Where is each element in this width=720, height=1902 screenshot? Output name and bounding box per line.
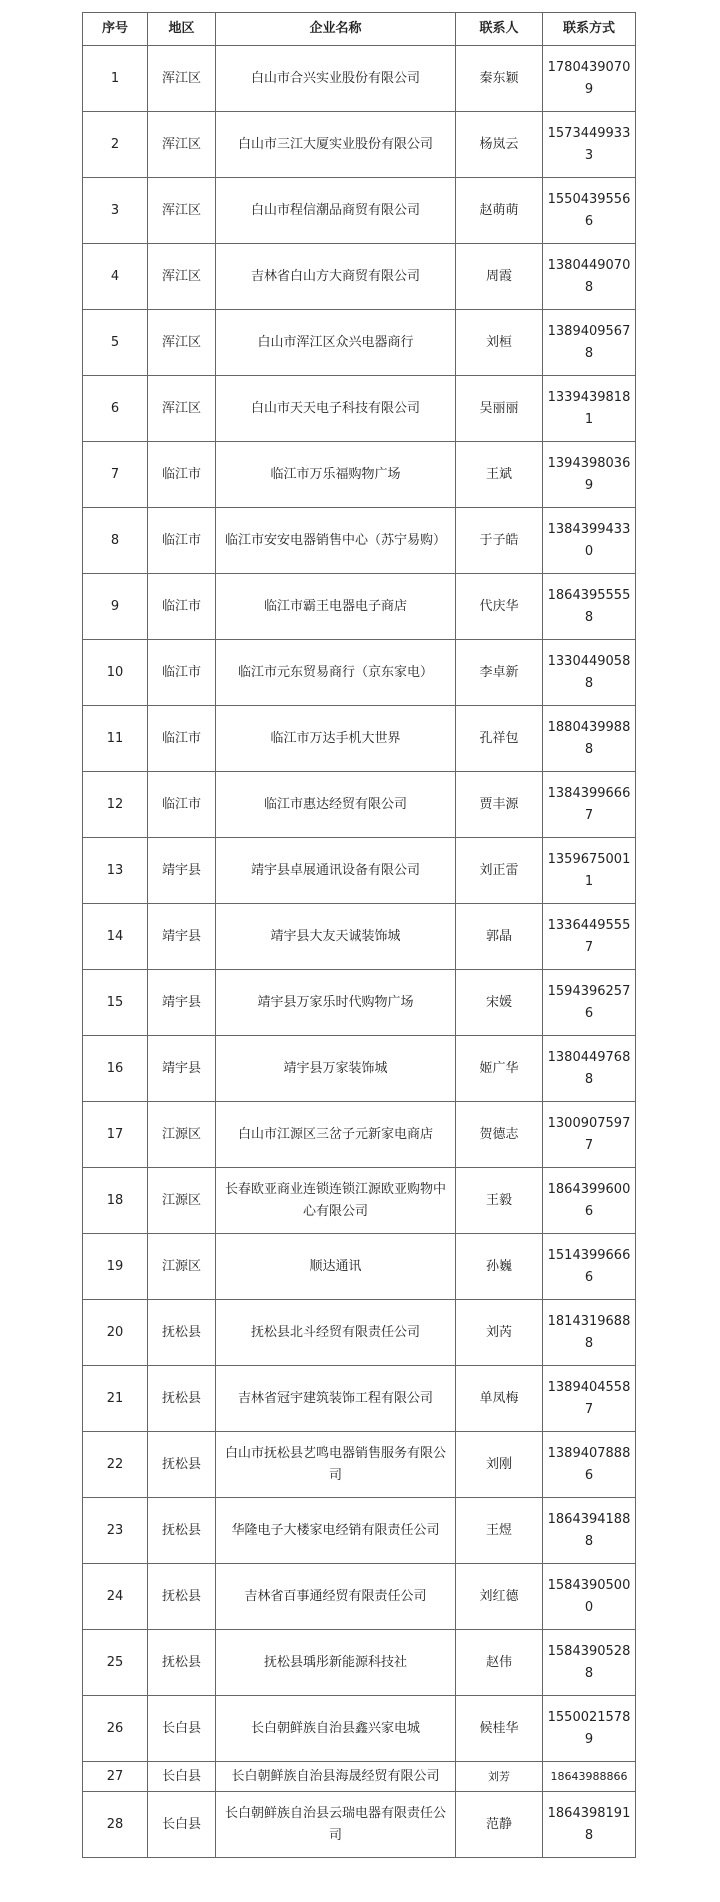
row-no: 2 — [83, 112, 148, 178]
row-phone: 18643941888 — [543, 1498, 636, 1564]
row-contact: 杨岚云 — [456, 112, 543, 178]
row-region: 江源区 — [148, 1234, 216, 1300]
row-no: 28 — [83, 1792, 148, 1858]
row-phone: 13894078886 — [543, 1432, 636, 1498]
table-row — [83, 1792, 636, 1858]
row-company: 吉林省百事通经贸有限责任公司 — [216, 1564, 456, 1630]
row-company: 白山市程信潮品商贸有限公司 — [216, 178, 456, 244]
table-row — [83, 1300, 636, 1366]
row-contact: 李卓新 — [456, 640, 543, 706]
row-phone: 13596750011 — [543, 838, 636, 904]
row-contact: 候桂华 — [456, 1696, 543, 1762]
header-region: 地区 — [148, 13, 216, 46]
row-no: 14 — [83, 904, 148, 970]
row-phone: 15143996666 — [543, 1234, 636, 1300]
row-phone: 18143196888 — [543, 1300, 636, 1366]
row-phone: 13364495557 — [543, 904, 636, 970]
row-phone: 17804390709 — [543, 46, 636, 112]
row-phone: 18643988866 — [543, 1762, 636, 1792]
row-contact: 王斌 — [456, 442, 543, 508]
row-contact: 王煜 — [456, 1498, 543, 1564]
row-no: 23 — [83, 1498, 148, 1564]
row-contact: 王毅 — [456, 1168, 543, 1234]
row-contact: 刘刚 — [456, 1432, 543, 1498]
row-company: 白山市天天电子科技有限公司 — [216, 376, 456, 442]
row-company: 靖宇县卓展通讯设备有限公司 — [216, 838, 456, 904]
row-region: 长白县 — [148, 1762, 216, 1792]
row-no: 5 — [83, 310, 148, 376]
row-phone: 13843994330 — [543, 508, 636, 574]
row-no: 7 — [83, 442, 148, 508]
row-company: 白山市合兴实业股份有限公司 — [216, 46, 456, 112]
row-phone: 18643955558 — [543, 574, 636, 640]
row-region: 抚松县 — [148, 1498, 216, 1564]
row-company: 临江市霸王电器电子商店 — [216, 574, 456, 640]
row-no: 20 — [83, 1300, 148, 1366]
row-region: 江源区 — [148, 1102, 216, 1168]
row-contact: 孙巍 — [456, 1234, 543, 1300]
table-row — [83, 376, 636, 442]
row-no: 27 — [83, 1762, 148, 1792]
row-phone: 18804399888 — [543, 706, 636, 772]
row-no: 17 — [83, 1102, 148, 1168]
row-contact: 刘桓 — [456, 310, 543, 376]
header-contact: 联系人 — [456, 13, 543, 46]
row-region: 临江市 — [148, 574, 216, 640]
row-contact: 赵萌萌 — [456, 178, 543, 244]
row-no: 25 — [83, 1630, 148, 1696]
row-contact: 刘红德 — [456, 1564, 543, 1630]
row-company: 长白朝鲜族自治县海晟经贸有限公司 — [216, 1762, 456, 1792]
row-phone: 13394398181 — [543, 376, 636, 442]
row-company: 长白朝鲜族自治县鑫兴家电城 — [216, 1696, 456, 1762]
row-no: 22 — [83, 1432, 148, 1498]
row-region: 浑江区 — [148, 112, 216, 178]
row-phone: 13843996667 — [543, 772, 636, 838]
row-no: 15 — [83, 970, 148, 1036]
table-row — [83, 1234, 636, 1300]
row-region: 浑江区 — [148, 310, 216, 376]
row-phone: 15504395566 — [543, 178, 636, 244]
table-row — [83, 112, 636, 178]
row-company: 顺达通讯 — [216, 1234, 456, 1300]
row-region: 抚松县 — [148, 1366, 216, 1432]
row-company: 抚松县瑀彤新能源科技社 — [216, 1630, 456, 1696]
row-no: 21 — [83, 1366, 148, 1432]
table-row — [83, 442, 636, 508]
row-region: 临江市 — [148, 508, 216, 574]
row-contact: 宋媛 — [456, 970, 543, 1036]
row-no: 16 — [83, 1036, 148, 1102]
merchant-table — [82, 12, 636, 1858]
table-row — [83, 1696, 636, 1762]
row-contact: 单凤梅 — [456, 1366, 543, 1432]
row-phone: 15734499333 — [543, 112, 636, 178]
row-no: 18 — [83, 1168, 148, 1234]
row-company: 长春欧亚商业连锁连锁江源欧亚购物中心有限公司 — [216, 1168, 456, 1234]
row-company: 白山市抚松县艺鸣电器销售服务有限公司 — [216, 1432, 456, 1498]
row-phone: 18643996006 — [543, 1168, 636, 1234]
row-company: 临江市万乐福购物广场 — [216, 442, 456, 508]
row-region: 浑江区 — [148, 244, 216, 310]
row-region: 抚松县 — [148, 1630, 216, 1696]
row-phone: 15843905288 — [543, 1630, 636, 1696]
row-contact: 贾丰源 — [456, 772, 543, 838]
table-row — [83, 772, 636, 838]
row-company: 华隆电子大楼家电经销有限责任公司 — [216, 1498, 456, 1564]
table-row — [83, 1168, 636, 1234]
header-row — [83, 13, 636, 46]
row-no: 8 — [83, 508, 148, 574]
row-no: 11 — [83, 706, 148, 772]
row-no: 12 — [83, 772, 148, 838]
row-region: 临江市 — [148, 706, 216, 772]
row-company: 临江市惠达经贸有限公司 — [216, 772, 456, 838]
row-phone: 13894045587 — [543, 1366, 636, 1432]
table-row — [83, 46, 636, 112]
row-no: 6 — [83, 376, 148, 442]
row-region: 江源区 — [148, 1168, 216, 1234]
row-phone: 13943980369 — [543, 442, 636, 508]
row-company: 临江市安安电器销售中心（苏宁易购） — [216, 508, 456, 574]
row-contact: 贺德志 — [456, 1102, 543, 1168]
row-region: 长白县 — [148, 1792, 216, 1858]
table-row — [83, 1432, 636, 1498]
row-region: 临江市 — [148, 640, 216, 706]
row-contact: 刘芮 — [456, 1300, 543, 1366]
row-company: 吉林省冠宇建筑装饰工程有限公司 — [216, 1366, 456, 1432]
table-row — [83, 970, 636, 1036]
row-company: 白山市三江大厦实业股份有限公司 — [216, 112, 456, 178]
row-region: 抚松县 — [148, 1432, 216, 1498]
row-contact: 郭晶 — [456, 904, 543, 970]
row-contact: 范静 — [456, 1792, 543, 1858]
row-contact: 吴丽丽 — [456, 376, 543, 442]
row-region: 临江市 — [148, 442, 216, 508]
table-row — [83, 178, 636, 244]
row-region: 浑江区 — [148, 376, 216, 442]
header-no: 序号 — [83, 13, 148, 46]
row-no: 24 — [83, 1564, 148, 1630]
row-contact: 刘芳 — [456, 1762, 543, 1792]
row-contact: 代庆华 — [456, 574, 543, 640]
row-contact: 孔祥包 — [456, 706, 543, 772]
row-region: 浑江区 — [148, 178, 216, 244]
row-region: 临江市 — [148, 772, 216, 838]
table-row — [83, 640, 636, 706]
row-no: 26 — [83, 1696, 148, 1762]
table-row — [83, 1564, 636, 1630]
row-contact: 于子皓 — [456, 508, 543, 574]
table-row — [83, 1498, 636, 1564]
row-company: 靖宇县万家装饰城 — [216, 1036, 456, 1102]
row-company: 长白朝鲜族自治县云瑞电器有限责任公司 — [216, 1792, 456, 1858]
row-region: 抚松县 — [148, 1564, 216, 1630]
row-no: 10 — [83, 640, 148, 706]
row-no: 19 — [83, 1234, 148, 1300]
row-phone: 13804497688 — [543, 1036, 636, 1102]
table-row — [83, 508, 636, 574]
row-contact: 姬广华 — [456, 1036, 543, 1102]
row-company: 靖宇县大友天诚装饰城 — [216, 904, 456, 970]
table-row — [83, 1036, 636, 1102]
row-region: 长白县 — [148, 1696, 216, 1762]
row-region: 靖宇县 — [148, 838, 216, 904]
row-region: 靖宇县 — [148, 970, 216, 1036]
row-region: 靖宇县 — [148, 1036, 216, 1102]
table-row — [83, 1102, 636, 1168]
row-phone: 15500215789 — [543, 1696, 636, 1762]
row-phone: 13304490588 — [543, 640, 636, 706]
row-company: 白山市江源区三岔子元新家电商店 — [216, 1102, 456, 1168]
table-row — [83, 904, 636, 970]
row-phone: 15943962576 — [543, 970, 636, 1036]
row-company: 临江市万达手机大世界 — [216, 706, 456, 772]
table-row — [83, 1762, 636, 1792]
row-company: 白山市浑江区众兴电器商行 — [216, 310, 456, 376]
row-contact: 赵伟 — [456, 1630, 543, 1696]
row-phone: 18643981918 — [543, 1792, 636, 1858]
table-row — [83, 706, 636, 772]
header-phone: 联系方式 — [543, 13, 636, 46]
row-contact: 刘正雷 — [456, 838, 543, 904]
row-no: 13 — [83, 838, 148, 904]
row-contact: 周霞 — [456, 244, 543, 310]
table-row — [83, 574, 636, 640]
row-region: 浑江区 — [148, 46, 216, 112]
table-row — [83, 244, 636, 310]
row-contact: 秦东颖 — [456, 46, 543, 112]
row-company: 靖宇县万家乐时代购物广场 — [216, 970, 456, 1036]
row-phone: 15843905000 — [543, 1564, 636, 1630]
row-no: 1 — [83, 46, 148, 112]
table-row — [83, 1366, 636, 1432]
row-region: 抚松县 — [148, 1300, 216, 1366]
row-company: 吉林省白山方大商贸有限公司 — [216, 244, 456, 310]
row-region: 靖宇县 — [148, 904, 216, 970]
row-no: 3 — [83, 178, 148, 244]
row-phone: 13894095678 — [543, 310, 636, 376]
table-row — [83, 1630, 636, 1696]
table-row — [83, 838, 636, 904]
table-row — [83, 310, 636, 376]
row-no: 4 — [83, 244, 148, 310]
row-phone: 13009075977 — [543, 1102, 636, 1168]
row-no: 9 — [83, 574, 148, 640]
header-company: 企业名称 — [216, 13, 456, 46]
row-company: 临江市元东贸易商行（京东家电） — [216, 640, 456, 706]
row-company: 抚松县北斗经贸有限责任公司 — [216, 1300, 456, 1366]
row-phone: 13804490708 — [543, 244, 636, 310]
